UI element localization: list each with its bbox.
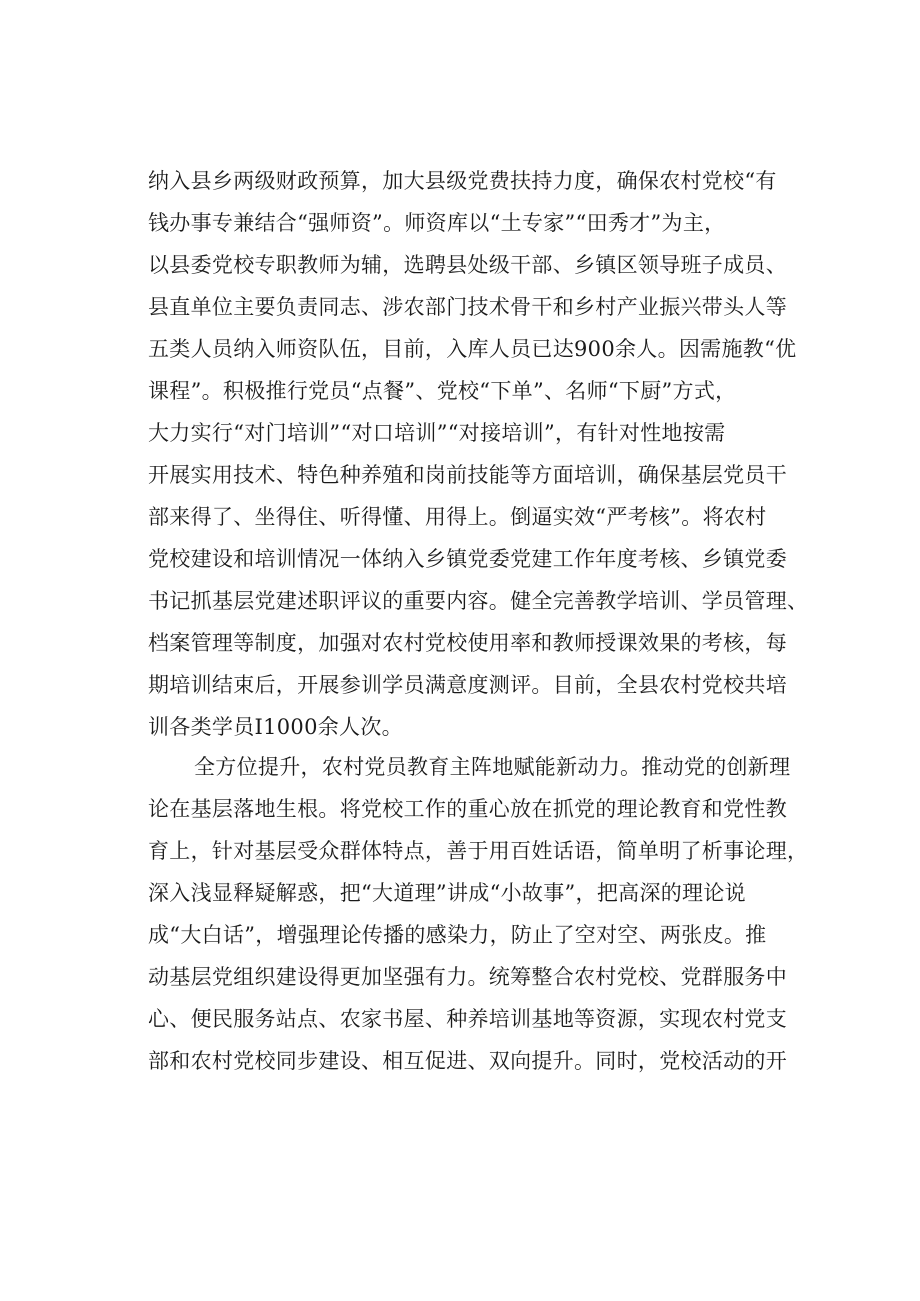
paragraph-2-line: 深入浅显释疑解惑，把“大道理”讲成“小故事”，把高深的理论说 [148, 881, 746, 905]
paragraph-1-line: 训各类学员I1000余人次。 [148, 715, 403, 739]
paragraph-1-line: 书记抓基层党建述职评议的重要内容。健全完善教学培训、学员管理、 [148, 589, 809, 613]
paragraph-2-line: 全方位提升，农村党员教育主阵地赋能新动力。推动党的创新理 [194, 755, 791, 779]
paragraph-2-line: 心、便民服务站点、农家书屋、种养培训基地等资源，实现农村党支 [148, 1007, 787, 1031]
paragraph-1-line: 课程”。积极推行党员“点餐”、党校“下单”、名师“下厨”方式， [148, 379, 737, 403]
paragraph-1-line: 党校建设和培训情况一体纳入乡镇党委党建工作年度考核、乡镇党委 [148, 547, 787, 571]
paragraph-1-line: 部来得了、坐得住、听得懂、用得上。倒逼实效“严考核”。将农村 [148, 505, 767, 529]
paragraph-1-line: 期培训结束后，开展参训学员满意度测评。目前，全县农村党校共培 [148, 673, 787, 697]
paragraph-1-line: 以县委党校专职教师为辅，选聘县处级干部、乡镇区领导班子成员、 [148, 253, 787, 277]
paragraph-1-line: 纳入县乡两级财政预算，加大县级党费扶持力度，确保农村党校“有 [148, 169, 777, 193]
paragraph-1-line: 五类人员纳入师资队伍，目前，入库人员已达900余人。因需施教“优 [148, 337, 797, 361]
paragraph-2 [148, 746, 816, 1082]
paragraph-2-line: 部和农村党校同步建设、相互促进、双向提升。同时，党校活动的开 [148, 1049, 787, 1073]
paragraph-2-line: 成“大白话”，增强理论传播的感染力，防止了空对空、两张皮。推 [148, 923, 767, 947]
paragraph-1 [148, 160, 816, 748]
paragraph-1-line: 档案管理等制度，加强对农村党校使用率和教师授课效果的考核，每 [148, 631, 787, 655]
paragraph-2-line: 动基层党组织建设得更加坚强有力。统筹整合农村党校、党群服务中 [148, 965, 787, 989]
paragraph-1-line: 钱办事专兼结合“强师资”。师资库以“土专家”“田秀才”为主， [148, 211, 726, 235]
paragraph-1-line: 大力实行“对门培训”“对口培训”“对接培训”，有针对性地按需 [148, 421, 726, 445]
paragraph-1-line: 开展实用技术、特色种养殖和岗前技能等方面培训，确保基层党员干 [148, 463, 787, 487]
paragraph-1-line: 县直单位主要负责同志、涉农部门技术骨干和乡村产业振兴带头人等 [148, 295, 787, 319]
paragraph-2-line: 育上，针对基层受众群体特点，善于用百姓话语，简单明了析事论理， [148, 839, 809, 863]
paragraph-2-line: 论在基层落地生根。将党校工作的重心放在抓党的理论教育和党性教 [148, 797, 787, 821]
